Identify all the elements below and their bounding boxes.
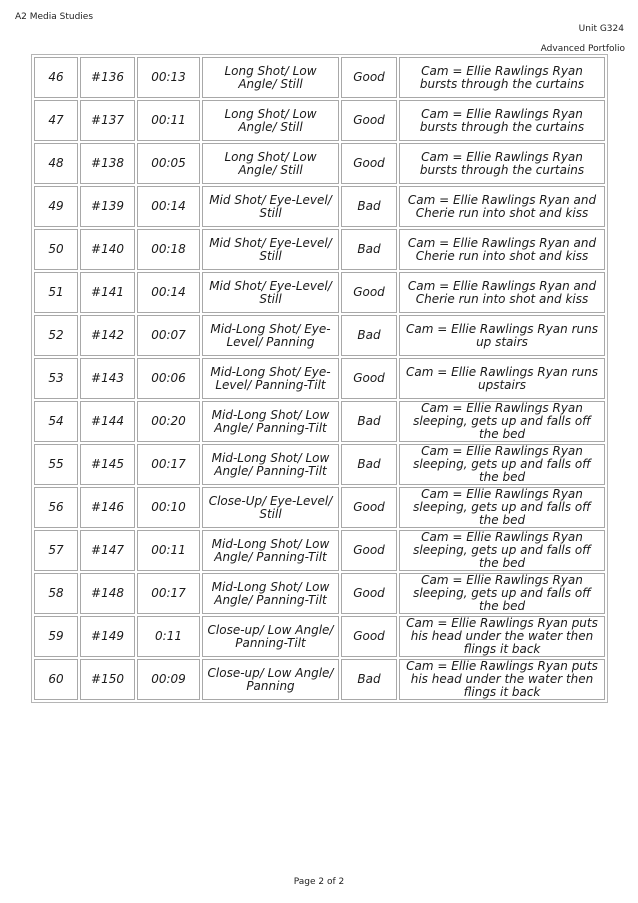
shot-type-cell: Long Shot/ Low Angle/ Still [202,57,339,98]
table-row [34,272,605,313]
shot-type-cell: Close-up/ Low Angle/ Panning-Tilt [202,616,339,657]
table-row [34,315,605,356]
table-row [34,401,605,442]
quality-cell: Bad [341,186,397,227]
shot-id-cell: #145 [80,444,135,485]
quality-cell: Bad [341,401,397,442]
notes-cell: Cam = Ellie Rawlings Ryan sleeping, gets up and falls off the bed [399,487,605,528]
duration-cell: 00:07 [137,315,200,356]
table-row [34,616,605,657]
quality-cell: Good [341,57,397,98]
clip-number-cell: 49 [34,186,78,227]
shot-id-cell: #136 [80,57,135,98]
shot-id-cell: #142 [80,315,135,356]
shot-id-cell: #144 [80,401,135,442]
table-row [34,186,605,227]
duration-cell: 00:11 [137,530,200,571]
duration-cell: 00:18 [137,229,200,270]
table-row [34,487,605,528]
duration-cell: 00:10 [137,487,200,528]
clip-number-cell: 59 [34,616,78,657]
shot-type-cell: Close-Up/ Eye-Level/ Still [202,487,339,528]
notes-cell: Cam = Ellie Rawlings Ryan sleeping, gets up and falls off the bed [399,530,605,571]
shot-type-cell: Mid-Long Shot/ Low Angle/ Panning-Tilt [202,530,339,571]
shot-id-cell: #146 [80,487,135,528]
shot-id-cell: #140 [80,229,135,270]
table-row [34,444,605,485]
shot-type-cell: Mid-Long Shot/ Low Angle/ Panning-Tilt [202,444,339,485]
duration-cell: 00:09 [137,659,200,700]
quality-cell: Bad [341,659,397,700]
clip-number-cell: 51 [34,272,78,313]
shot-id-cell: #137 [80,100,135,141]
duration-cell: 0:11 [137,616,200,657]
shot-type-cell: Close-up/ Low Angle/ Panning [202,659,339,700]
table-row [34,530,605,571]
quality-cell: Bad [341,444,397,485]
table-row [34,100,605,141]
clip-number-cell: 54 [34,401,78,442]
shot-type-cell: Long Shot/ Low Angle/ Still [202,143,339,184]
shot-id-cell: #143 [80,358,135,399]
notes-cell: Cam = Ellie Rawlings Ryan and Cherie run into shot and kiss [399,186,605,227]
duration-cell: 00:17 [137,444,200,485]
duration-cell: 00:20 [137,401,200,442]
clip-number-cell: 60 [34,659,78,700]
quality-cell: Good [341,100,397,141]
notes-cell: Cam = Ellie Rawlings Ryan and Cherie run into shot and kiss [399,229,605,270]
shot-id-cell: #148 [80,573,135,614]
quality-cell: Good [341,616,397,657]
quality-cell: Good [341,272,397,313]
clip-number-cell: 55 [34,444,78,485]
notes-cell: Cam = Ellie Rawlings Ryan puts his head under the water then flings it back [399,616,605,657]
duration-cell: 00:05 [137,143,200,184]
table-row [34,573,605,614]
quality-cell: Bad [341,229,397,270]
shot-log-body [34,57,605,700]
duration-cell: 00:13 [137,57,200,98]
duration-cell: 00:14 [137,186,200,227]
shot-type-cell: Mid-Long Shot/ Eye-Level/ Panning-Tilt [202,358,339,399]
portfolio-label: Advanced Portfolio [540,44,625,54]
clip-number-cell: 50 [34,229,78,270]
duration-cell: 00:06 [137,358,200,399]
shot-log-table [31,54,608,703]
shot-type-cell: Mid-Long Shot/ Low Angle/ Panning-Tilt [202,573,339,614]
clip-number-cell: 48 [34,143,78,184]
quality-cell: Good [341,573,397,614]
quality-cell: Bad [341,315,397,356]
notes-cell: Cam = Ellie Rawlings Ryan bursts through the curtains [399,143,605,184]
shot-type-cell: Mid Shot/ Eye-Level/ Still [202,186,339,227]
shot-type-cell: Mid Shot/ Eye-Level/ Still [202,229,339,270]
shot-type-cell: Mid Shot/ Eye-Level/ Still [202,272,339,313]
table-row [34,143,605,184]
clip-number-cell: 47 [34,100,78,141]
notes-cell: Cam = Ellie Rawlings Ryan sleeping, gets up and falls off the bed [399,573,605,614]
quality-cell: Good [341,143,397,184]
document-subject: A2 Media Studies [15,12,94,22]
shot-id-cell: #150 [80,659,135,700]
duration-cell: 00:17 [137,573,200,614]
shot-id-cell: #147 [80,530,135,571]
shot-id-cell: #141 [80,272,135,313]
table-row [34,358,605,399]
duration-cell: 00:14 [137,272,200,313]
shot-type-cell: Mid-Long Shot/ Low Angle/ Panning-Tilt [202,401,339,442]
quality-cell: Good [341,358,397,399]
notes-cell: Cam = Ellie Rawlings Ryan puts his head under the water then flings it back [399,659,605,700]
clip-number-cell: 56 [34,487,78,528]
shot-id-cell: #138 [80,143,135,184]
notes-cell: Cam = Ellie Rawlings Ryan sleeping, gets up and falls off the bed [399,401,605,442]
clip-number-cell: 57 [34,530,78,571]
notes-cell: Cam = Ellie Rawlings Ryan runs up stairs [399,315,605,356]
duration-cell: 00:11 [137,100,200,141]
clip-number-cell: 52 [34,315,78,356]
table-row [34,57,605,98]
quality-cell: Good [341,487,397,528]
shot-id-cell: #149 [80,616,135,657]
unit-code: Unit G324 [578,24,624,34]
shot-type-cell: Long Shot/ Low Angle/ Still [202,100,339,141]
table-row [34,229,605,270]
notes-cell: Cam = Ellie Rawlings Ryan sleeping, gets up and falls off the bed [399,444,605,485]
shot-id-cell: #139 [80,186,135,227]
notes-cell: Cam = Ellie Rawlings Ryan runs upstairs [399,358,605,399]
clip-number-cell: 46 [34,57,78,98]
page-number: Page 2 of 2 [293,877,345,887]
clip-number-cell: 58 [34,573,78,614]
clip-number-cell: 53 [34,358,78,399]
shot-type-cell: Mid-Long Shot/ Eye-Level/ Panning [202,315,339,356]
table-row [34,659,605,700]
notes-cell: Cam = Ellie Rawlings Ryan bursts through the curtains [399,57,605,98]
quality-cell: Good [341,530,397,571]
notes-cell: Cam = Ellie Rawlings Ryan and Cherie run into shot and kiss [399,272,605,313]
notes-cell: Cam = Ellie Rawlings Ryan bursts through the curtains [399,100,605,141]
